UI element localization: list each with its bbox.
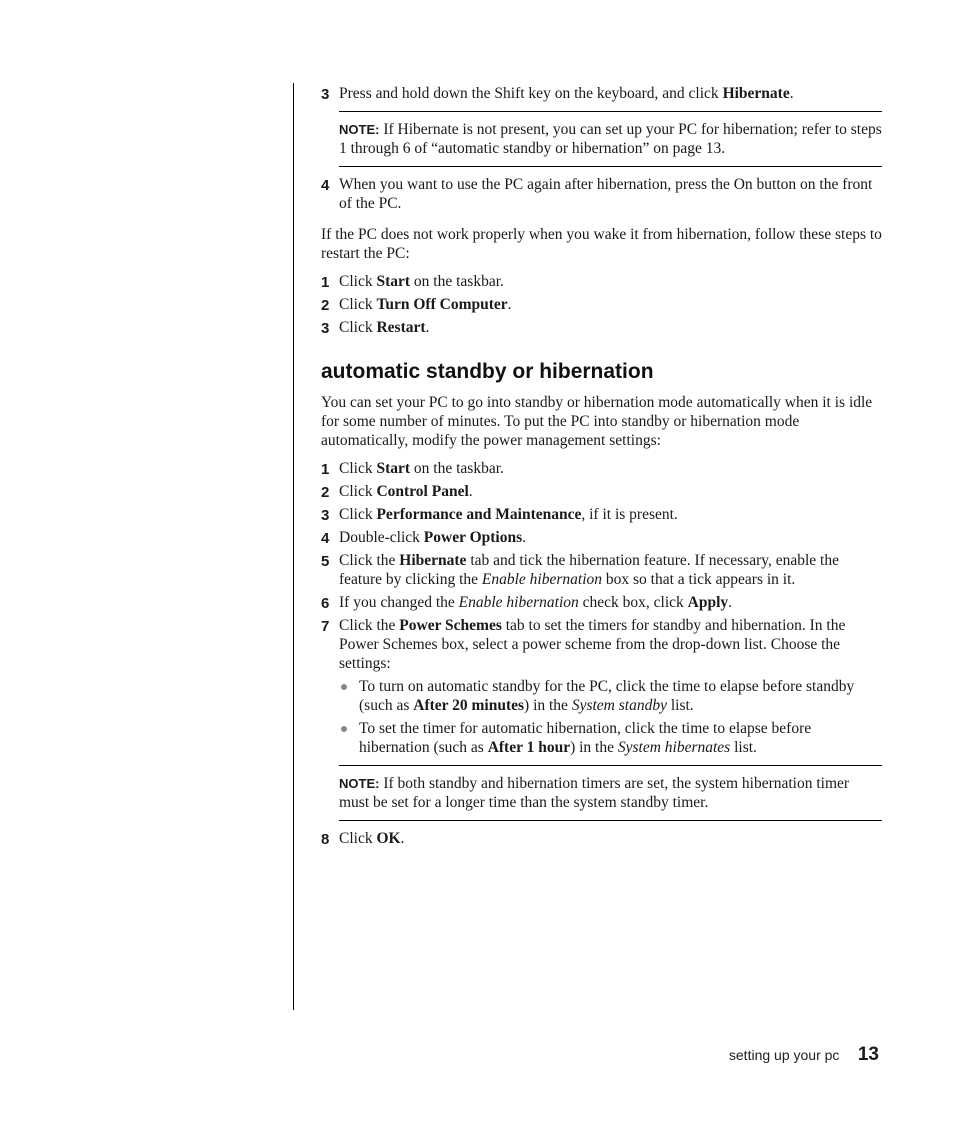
step-6: 6 If you changed the Enable hibernation check box, click Apply. (321, 594, 733, 612)
page-number: 13 (857, 1044, 879, 1065)
section-paragraph: You can set your PC to go into standby or hibernation mode automatically when it is idle for some number of minutes. To put the PC into standby or hibernation mode automatically, modify the power management settings: (321, 394, 873, 449)
step-hibernate-4: 4 When you want to use the PC again after hibernation, press the On button on the front of the PC. (321, 176, 873, 212)
bullet-standby: To turn on automatic standby for the PC, click the time to elapse before standby (such as After 20 minutes) in the System standby list. (339, 677, 882, 715)
step-2: 2 Click Control Panel. (321, 483, 473, 501)
step-5: 5 Click the Hibernate tab and tick the hibernation feature. If necessary, enable the feature by clicking the Enable hibernation box so that a tick appears in it. (321, 552, 839, 588)
section-heading: automatic standby or hibernation (321, 360, 654, 383)
step-number: 4 (321, 177, 330, 194)
bullet-hibernation: To set the timer for automatic hibernation, click the time to elapse before hibernation (such as After 1 hour) in the System hibernates list. (339, 719, 882, 757)
restart-step-1: 1 Click Start on the taskbar. (321, 273, 504, 291)
note-box (339, 111, 882, 167)
note-label: NOTE: (339, 122, 380, 137)
step-hibernate-3: 3 Press and hold down the Shift key on the keyboard, and click Hibernate. (321, 85, 794, 103)
step-8: 8 Click OK. (321, 830, 405, 848)
margin-rule (293, 83, 294, 1010)
note-label: NOTE: (339, 776, 380, 791)
bullet-icon (341, 726, 347, 732)
step-7: 7 Click the Power Schemes tab to set the timers for standby and hibernation. In the Power Schemes box, select a power scheme from the drop-down list. Choose the settings: To turn on automatic standby for the PC, click the time to elapse before standby (such as After 20 minutes) in the System standby list. To set the timer for automatic hibernation, click the time to elapse before hibernation (such as After 1 hour) in the System hibernates list. (321, 616, 882, 757)
step-number: 3 (321, 86, 330, 103)
note-text: If both standby and hibernation timers are set, the system hibernation timer must be set for a longer time than the system standby timer. (339, 775, 850, 811)
bullet-icon (341, 684, 347, 690)
restart-step-3: 3 Click Restart. (321, 319, 430, 337)
restart-step-2: 2 Click Turn Off Computer. (321, 296, 512, 314)
page-footer (729, 1044, 879, 1066)
note-box-timers (339, 765, 882, 821)
footer-section-title: setting up your pc (728, 1047, 840, 1063)
note-text: If Hibernate is not present, you can set up your PC for hibernation; refer to steps 1 through 6 of “automatic standby or hibernation” on page 13. (339, 121, 882, 157)
page-content (321, 84, 882, 852)
step-3: 3 Click Performance and Maintenance, if it is present. (321, 506, 678, 524)
step-4: 4 Double-click Power Options. (321, 529, 526, 547)
step-1: 1 Click Start on the taskbar. (321, 460, 504, 478)
intro-paragraph: If the PC does not work properly when you wake it from hibernation, follow these steps to restart the PC: (321, 226, 882, 262)
